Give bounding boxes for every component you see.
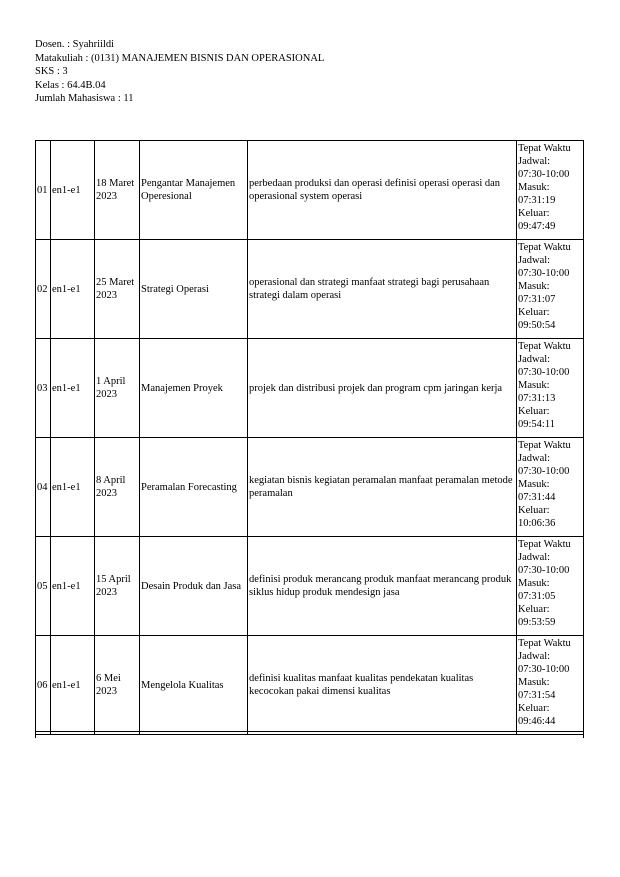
check-out-label: Keluar: <box>518 604 550 615</box>
table-row <box>36 537 584 636</box>
session-code: en1-e1 <box>51 240 95 339</box>
attendance-status-cell <box>517 438 584 537</box>
attendance-status-cell <box>517 636 584 735</box>
session-date: 6 Mei 2023 <box>95 636 140 735</box>
session-material: kegiatan bisnis kegiatan peramalan manfaat peramalan metode peramalan <box>248 438 517 537</box>
session-topic: Pengantar Manajemen Operesional <box>140 141 248 240</box>
check-in-time: 07:31:54 <box>518 690 556 701</box>
session-material: operasional dan strategi manfaat strategi bagi perusahaan strategi dalam operasi <box>248 240 517 339</box>
session-topic: Desain Produk dan Jasa <box>140 537 248 636</box>
check-in-label: Masuk: <box>518 479 550 490</box>
schedule-time: 07:30-10:00 <box>518 565 570 576</box>
session-date: 25 Maret 2023 <box>95 240 140 339</box>
table-row <box>36 636 584 735</box>
lecturer-line: Dosen. : Syahriildi <box>35 39 115 50</box>
session-topic: Strategi Operasi <box>140 240 248 339</box>
check-in-time: 07:31:44 <box>518 492 556 503</box>
check-in-label: Masuk: <box>518 281 550 292</box>
session-material: definisi kualitas manfaat kualitas pendekatan kualitas kecocokan pakai dimensi kualitas <box>248 636 517 735</box>
session-date: 18 Maret 2023 <box>95 141 140 240</box>
check-out-label: Keluar: <box>518 406 550 417</box>
class-line: Kelas : 64.4B.04 <box>35 79 106 91</box>
session-number: 06 <box>36 636 51 735</box>
schedule-time: 07:30-10:00 <box>518 367 570 378</box>
attendance-status: Tepat Waktu <box>518 341 571 352</box>
session-topic: Peramalan Forecasting <box>140 438 248 537</box>
session-topic: Mengelola Kualitas <box>140 636 248 735</box>
check-in-label: Masuk: <box>518 380 550 391</box>
check-out-time: 09:47:49 <box>518 221 556 232</box>
table-row <box>36 438 584 537</box>
check-out-time: 10:06:36 <box>518 518 556 529</box>
session-date: 1 April 2023 <box>95 339 140 438</box>
check-out-label: Keluar: <box>518 208 550 219</box>
schedule-time: 07:30-10:00 <box>518 664 570 675</box>
table-row <box>36 339 584 438</box>
check-out-time: 09:53:59 <box>518 617 556 628</box>
attendance-status-cell <box>517 537 584 636</box>
table-continuation-rule <box>35 731 584 732</box>
check-in-time: 07:31:13 <box>518 393 556 404</box>
schedule-label: Jadwal: <box>518 552 551 563</box>
check-out-label: Keluar: <box>518 307 550 318</box>
attendance-status: Tepat Waktu <box>518 143 571 154</box>
session-code: en1-e1 <box>51 438 95 537</box>
attendance-status: Tepat Waktu <box>518 242 571 253</box>
check-out-time: 09:50:54 <box>518 320 556 331</box>
check-out-label: Keluar: <box>518 505 550 516</box>
attendance-status: Tepat Waktu <box>518 638 571 649</box>
session-material: definisi produk merancang produk manfaat merancang produk siklus hidup produk mendesign jasa <box>248 537 517 636</box>
session-material: perbedaan produksi dan operasi definisi operasi operasi dan operasional system operasi <box>248 141 517 240</box>
student-count-line: Jumlah Mahasiswa : 11 <box>35 93 134 104</box>
schedule-label: Jadwal: <box>518 354 551 365</box>
session-topic: Manajemen Proyek <box>140 339 248 438</box>
attendance-status-cell <box>517 240 584 339</box>
check-in-label: Masuk: <box>518 578 550 589</box>
table-row <box>36 240 584 339</box>
schedule-label: Jadwal: <box>518 651 551 662</box>
attendance-status: Tepat Waktu <box>518 539 571 550</box>
check-in-time: 07:31:07 <box>518 294 556 305</box>
session-number: 05 <box>36 537 51 636</box>
schedule-time: 07:30-10:00 <box>518 466 570 477</box>
schedule-label: Jadwal: <box>518 453 551 464</box>
check-in-time: 07:31:19 <box>518 195 556 206</box>
session-code: en1-e1 <box>51 537 95 636</box>
credits-line: SKS : 3 <box>35 66 68 77</box>
schedule-time: 07:30-10:00 <box>518 268 570 279</box>
check-out-time: 09:54:11 <box>518 419 555 430</box>
check-in-time: 07:31:05 <box>518 591 556 602</box>
course-line: Matakuliah : (0131) MANAJEMEN BISNIS DAN OPERASIONAL <box>35 52 325 64</box>
session-code: en1-e1 <box>51 339 95 438</box>
schedule-label: Jadwal: <box>518 255 551 266</box>
schedule-label: Jadwal: <box>518 156 551 167</box>
session-material: projek dan distribusi projek dan program cpm jaringan kerja <box>248 339 517 438</box>
session-number: 02 <box>36 240 51 339</box>
attendance-status-cell <box>517 339 584 438</box>
session-number: 03 <box>36 339 51 438</box>
attendance-rows <box>36 141 584 735</box>
check-in-label: Masuk: <box>518 677 550 688</box>
attendance-status: Tepat Waktu <box>518 440 571 451</box>
check-in-label: Masuk: <box>518 182 550 193</box>
attendance-table <box>35 140 584 735</box>
table-row <box>36 141 584 240</box>
schedule-time: 07:30-10:00 <box>518 169 570 180</box>
session-code: en1-e1 <box>51 636 95 735</box>
course-header <box>35 38 324 106</box>
session-number: 01 <box>36 141 51 240</box>
check-out-label: Keluar: <box>518 703 550 714</box>
session-code: en1-e1 <box>51 141 95 240</box>
session-number: 04 <box>36 438 51 537</box>
session-date: 15 April 2023 <box>95 537 140 636</box>
check-out-time: 09:46:44 <box>518 716 556 727</box>
session-date: 8 April 2023 <box>95 438 140 537</box>
attendance-status-cell <box>517 141 584 240</box>
